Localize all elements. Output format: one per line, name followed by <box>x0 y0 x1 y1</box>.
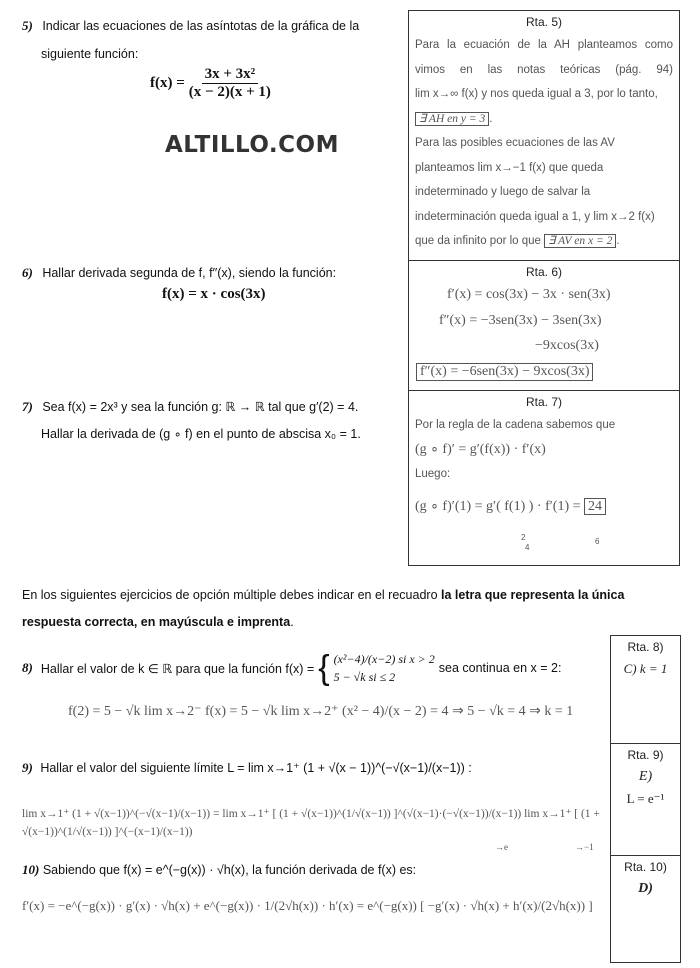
answer-box-10 <box>610 855 681 963</box>
problem-text: Indicar las ecuaciones de las asíntotas de la gráfica de la <box>42 19 360 33</box>
answer-line: planteamos lim x→−1 f(x) que queda <box>415 161 604 174</box>
answer-line: indeterminado y luego de salvar la <box>415 186 591 198</box>
answer-value: C) k = 1 <box>623 661 668 676</box>
underbrace-value: 4 <box>525 543 530 552</box>
answer-title: Rta. 6) <box>525 265 562 279</box>
problem-text: Hallar el valor de k ∈ ℝ para que la función f(x) = <box>40 661 315 676</box>
case-1: (x²−4)/(x−2) si x > 2 <box>333 652 435 666</box>
answer-line: lim x→∞ f(x) y nos queda igual a 3, por lo tanto, <box>415 88 658 100</box>
problem-text: Hallar la derivada de (g ∘ f) en el punto de abscisa x₀ = 1. <box>41 427 361 441</box>
answer-line: −9xcos(3x) <box>535 338 599 353</box>
problem-number: 5) <box>22 18 33 33</box>
p6-function: f(x) = x · cos(3x) <box>162 286 266 302</box>
instructions-text: En los siguientes ejercicios de opción múltiple debes indicar en el recuadro <box>22 588 441 602</box>
answer-line: f″(x) = −3sen(3x) − 3sen(3x) <box>439 313 602 328</box>
problem-text: Sabiendo que f(x) = e^(−g(x)) · √h(x), la función derivada de f(x) es: <box>42 863 417 877</box>
denominator: (x − 2)(x + 1) <box>188 84 271 100</box>
problem-number: 10) <box>22 862 40 877</box>
p9-solution: lim x→1⁺ (1 + √(x−1))^(−√(x−1)/(x−1)) = lim x→1⁺ [ (1 + √(x−1))^(1/√(x−1)) ]^(√(x−1)·(−√(x−1))/(x−1)) lim x→1⁺ [ (1 + √(x−1))^(1/√(x−1)) ]^(−(x−1)/(x−1)) <box>22 808 600 838</box>
underbrace-value: 6 <box>595 537 600 546</box>
answer-line: Luego: <box>415 468 451 480</box>
fx-label: f(x) = <box>150 75 185 91</box>
answer-box-8 <box>610 635 681 744</box>
answer-box-7 <box>408 390 680 566</box>
problem-10 <box>22 862 416 878</box>
problem-number: 9) <box>22 760 33 775</box>
problem-5 <box>22 12 359 68</box>
answer-title: Rta. 9) <box>627 748 664 762</box>
answer-letter: D) <box>638 881 653 896</box>
p10-solution: f′(x) = −e^(−g(x)) · g′(x) · √h(x) + e^(−g(x)) · 1/(2√h(x)) · h′(x) = e^(−g(x)) [ −g′(x) · √h(x) + h′(x)/(2√h(x)) ] <box>22 898 593 913</box>
problem-number: 6) <box>22 265 33 280</box>
answer-line: que da infinito por lo que <box>415 235 541 247</box>
numerator: 3x + 3x² <box>202 66 259 84</box>
answer-value: L = e⁻¹ <box>626 791 665 806</box>
answer-title: Rta. 10) <box>624 860 667 874</box>
problem-6 <box>22 262 336 284</box>
problem-8: 8) Hallar el valor de k ∈ ℝ para que la función f(x) = { (x²−4)/(x−2) si x > 2 5 − √k si ≤ 2 sea continua en x = 2: <box>22 649 562 687</box>
problem-text: sea continua en x = 2: <box>438 661 562 675</box>
p8-solution: f(2) = 5 − √k lim x→2⁻ f(x) = 5 − √k lim x→2⁺ (x² − 4)/(x − 2) = 4 ⇒ 5 − √k = 4 ⇒ k = 1 <box>68 704 574 719</box>
case-2: 5 − √k si ≤ 2 <box>333 670 396 684</box>
instructions-bold: la letra que representa la única respuesta correcta, en mayúscula e imprenta <box>22 588 625 629</box>
answer-title: Rta. 8) <box>627 640 664 654</box>
problem-9 <box>22 760 472 776</box>
answer-line: f′(x) = cos(3x) − 3x · sen(3x) <box>447 287 611 302</box>
problem-text: siguiente función: <box>41 47 139 61</box>
altillo-logo: ALTILLO.COM <box>165 132 339 158</box>
problem-number: 8) <box>22 660 33 675</box>
underbrace-value: 2 <box>521 533 526 542</box>
answer-line: Para las posibles ecuaciones de las AV <box>415 137 615 149</box>
boxed-result: f″(x) = −6sen(3x) − 9xcos(3x) <box>416 363 593 381</box>
problem-text: Sea f(x) = 2x³ y sea la función g: ℝ → ℝ tal que g′(2) = 4. <box>42 400 359 414</box>
answer-letter: E) <box>638 769 653 784</box>
instructions-end: . <box>290 615 294 629</box>
answer-line: (g ∘ f)′ = g′(f(x)) · f′(x) <box>415 441 546 457</box>
underbrace-value: →e <box>495 842 508 852</box>
problem-text: Hallar el valor del siguiente límite L = lim x→1⁺ (1 + √(x − 1))^(−√(x−1)/(x−1)) : <box>40 761 472 775</box>
answer-box-6 <box>408 260 680 391</box>
answer-line: Por la regla de la cadena sabemos que <box>415 419 616 431</box>
answer-line: Para la ecuación de la AH planteamos como <box>415 39 673 51</box>
answer-line: vimos en las notas teóricas (pág. 94) <box>415 63 673 76</box>
answer-title: Rta. 7) <box>525 395 562 409</box>
answer-title: Rta. 5) <box>525 15 562 29</box>
problem-text: Hallar derivada segunda de f, f′′(x), siendo la función: <box>42 266 337 280</box>
problem-number: 7) <box>22 399 33 414</box>
exponent-limit: →−1 <box>575 842 594 852</box>
answer-box-9 <box>610 743 681 856</box>
boxed-result: ∃ AH en y = 3 <box>415 112 489 126</box>
multiple-choice-instructions <box>22 582 662 636</box>
answer-line: (g ∘ f)′(1) = g′( f(1) ) · f′(1) = <box>415 498 581 514</box>
boxed-result: ∃ AV en x = 2 <box>544 234 616 248</box>
problem-7 <box>22 393 361 448</box>
answer-line: indeterminación queda igual a 1, y lim x→2 f(x) <box>415 210 655 223</box>
fraction <box>189 66 271 101</box>
p5-function <box>150 66 271 101</box>
boxed-result: 24 <box>584 498 606 515</box>
answer-box-5: Rta. 5) Para la ecuación de la AH planteamos como vimos en las notas teóricas (pág. 94) lim x→∞ f(x) y nos queda igual a 3, por lo tanto, ∃ AH en y = 3 . Para las posibles ecuaciones de las AV planteamos lim x→−1 f(x) que queda indeterminado y luego de salvar la indeterminación queda igual a 1, y lim x→2 f(x) que da infinito por lo que ∃ AV en x = 2 . <box>408 10 680 261</box>
